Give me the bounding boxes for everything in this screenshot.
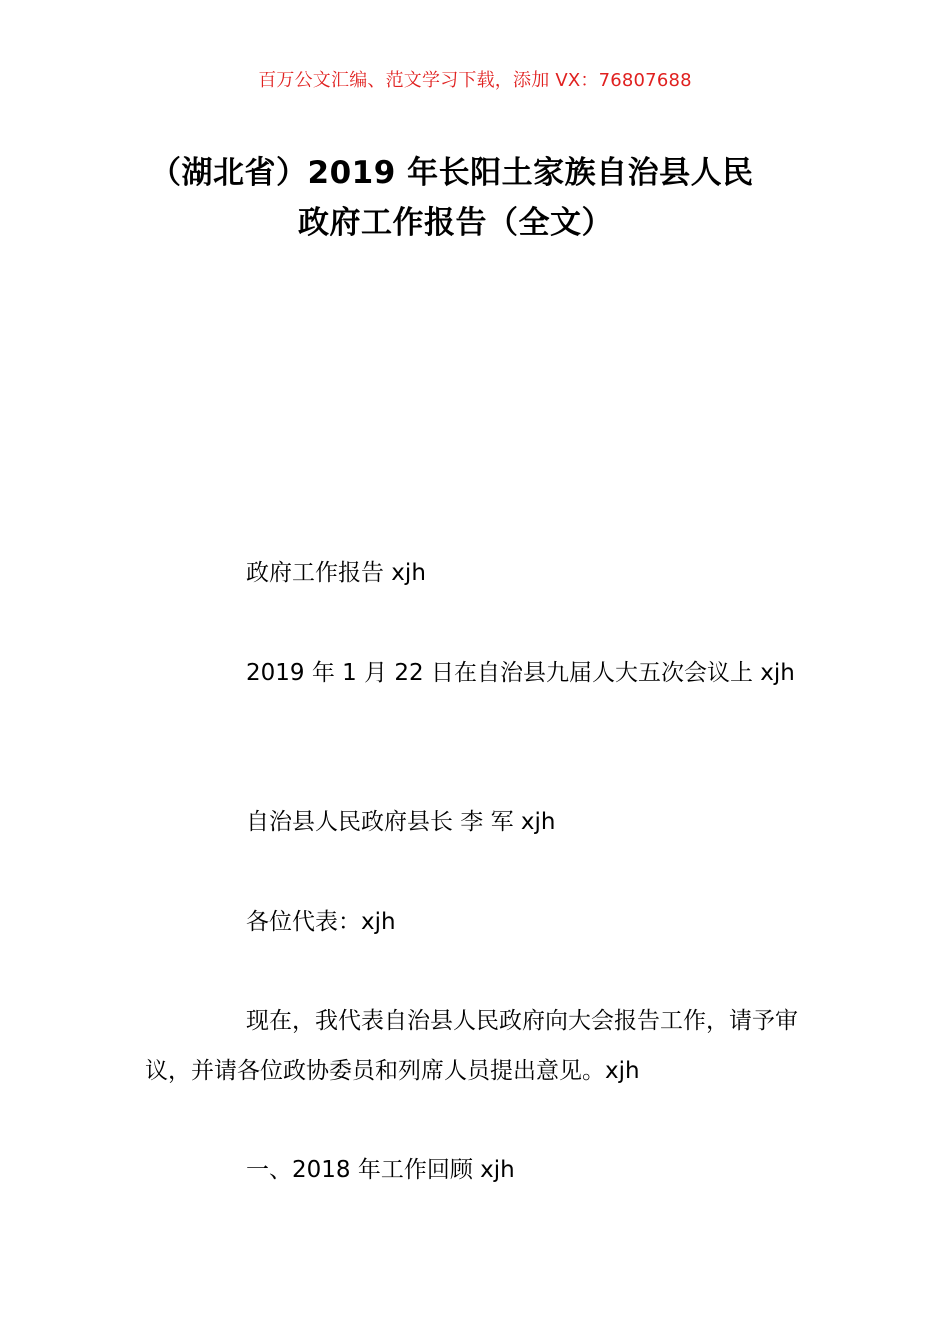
document-title-line-1: （湖北省）2019 年长阳土家族自治县人民 <box>150 155 754 191</box>
document-title <box>150 148 810 248</box>
paragraph-opening: 现在，我代表自治县人民政府向大会报告工作，请予审议，并请各位政协委员和列席人员提出意见。xjh <box>145 1008 798 1084</box>
paragraph-salutation: 各位代表：xjh <box>246 909 396 935</box>
paragraph-report-label: 政府工作报告 xjh <box>246 560 426 586</box>
paragraph-date-meeting: 2019 年 1 月 22 日在自治县九届人大五次会议上 xjh <box>246 660 795 686</box>
paragraph-speaker: 自治县人民政府县长 李 军 xjh <box>246 809 556 835</box>
document-title-line-2: 政府工作报告（全文） <box>298 205 613 241</box>
section-heading-review: 一、2018 年工作回顾 xjh <box>246 1157 515 1183</box>
header-promo-note: 百万公文汇编、范文学习下载，添加 VX：76807688 <box>258 70 692 91</box>
